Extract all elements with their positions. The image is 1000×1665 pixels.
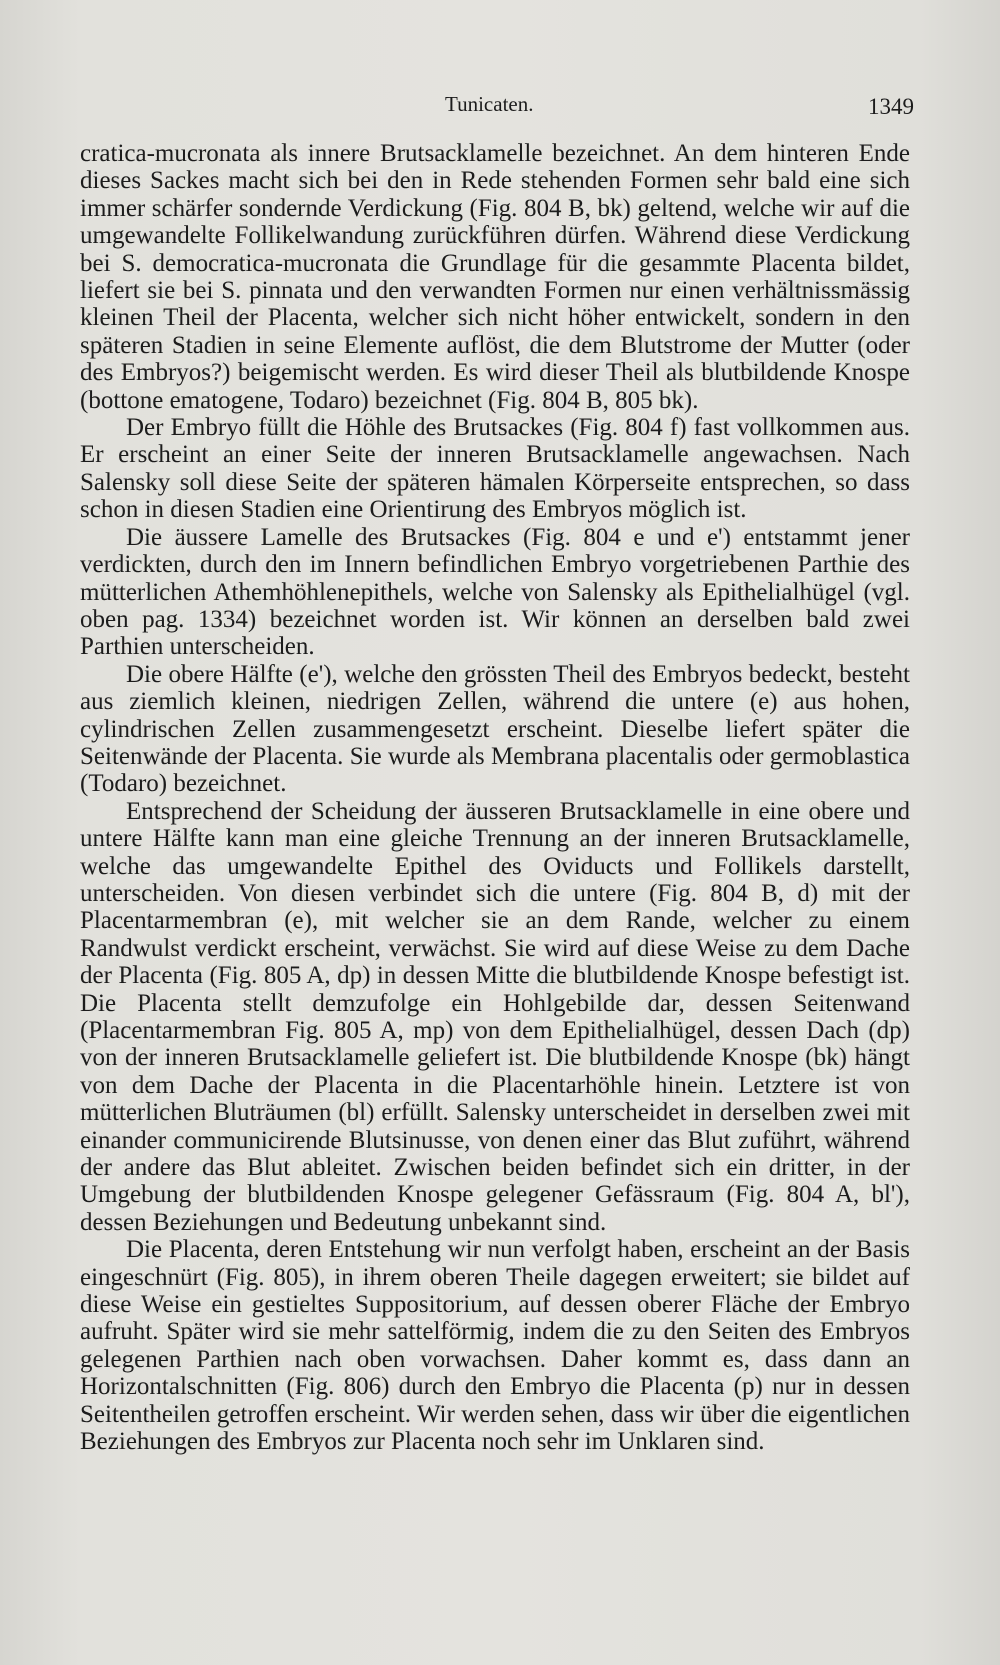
paragraph: Die äussere Lamelle des Brutsackes (Fig. 804 e und e') entstammt jener verdickten, durch den im Innern befindlichen Embryo vorgetriebenen Parthie des mütterlichen Athemhöhlenepithels, welche von Salensky als Epithelialhügel (vgl. oben pag. 1334) bezeichnet worden ist. Wir können an derselben bald zwei Parthien unterscheiden. [80, 523, 910, 661]
running-title: Tunicaten. [445, 92, 534, 116]
page-number: 1349 [868, 94, 914, 119]
paragraph: Die Placenta, deren Entstehung wir nun verfolgt haben, erscheint an der Basis eingeschnürt (Fig. 805), in ihrem oberen Theile dagegen erweitert; sie bildet auf diese Weise ein gestieltes Suppositorium, auf dessen oberer Fläche der Embryo aufruht. Später wird sie mehr sattelförmig, indem die zu den Seiten des Embryos gelegenen Parthien nach oben vorwachsen. Daher kommt es, dass dann an Horizontalschnitten (Fig. 806) durch den Embryo die Placenta (p) nur in dessen Seitentheilen getroffen erscheint. Wir werden sehen, dass wir über die eigentlichen Beziehungen des Embryos zur Placenta noch sehr im Unklaren sind. [80, 1236, 910, 1456]
paragraph: Der Embryo füllt die Höhle des Brutsackes (Fig. 804 f) fast vollkommen aus. Er erscheint an einer Seite der inneren Brutsacklamelle angewachsen. Nach Salensky soll diese Seite der späteren hämalen Körperseite entsprechen, so dass schon in diesen Stadien eine Orientirung des Embryos möglich ist. [80, 414, 910, 524]
paragraph: Die obere Hälfte (e'), welche den grössten Theil des Embryos bedeckt, besteht aus ziemlich kleinen, niedrigen Zellen, während die untere (e) aus hohen, cylindrischen Zellen zusammengesetzt erscheint. Dieselbe liefert später die Seitenwände der Placenta. Sie wurde als Membrana placentalis oder germoblastica (Todaro) bezeichnet. [80, 660, 910, 798]
paragraph: cratica-mucronata als innere Brutsacklamelle bezeichnet. An dem hinteren Ende dieses Sackes macht sich bei den in Rede stehenden Formen sehr bald eine sich immer schärfer sondernde Verdickung (Fig. 804 B, bk) geltend, welche wir auf die umgewandelte Follikelwandung zurückführen dürfen. Während diese Verdickung bei S. democratica-mucronata die Grundlage für die gesammte Placenta bildet, liefert sie bei S. pinnata und den verwandten Formen nur einen verhältnissmässig kleinen Theil der Placenta, welcher sich nicht höher entwickelt, sondern in den späteren Stadien in seine Elemente auflöst, die dem Blutstrome der Mutter (oder des Embryos?) beigemischt werden. Es wird dieser Theil als blutbildende Knospe (bottone ematogene, Todaro) bezeichnet (Fig. 804 B, 805 bk). [80, 140, 910, 414]
paragraph: Entsprechend der Scheidung der äusseren Brutsacklamelle in eine obere und untere Hälfte kann man eine gleiche Trennung an der inneren Brutsacklamelle, welche das umgewandelte Epithel des Oviducts und Follikels darstellt, unterscheiden. Von diesen verbindet sich die untere (Fig. 804 B, d) mit der Placentarmembran (e), mit welcher sie an dem Rande, welcher zu einem Randwulst verdickt erscheint, verwächst. Sie wird auf diese Weise zu dem Dache der Placenta (Fig. 805 A, dp) in dessen Mitte die blutbildende Knospe befestigt ist. Die Placenta stellt demzufolge ein Hohlgebilde dar, dessen Seitenwand (Placentarmembran Fig. 805 A, mp) von dem Epithelialhügel, dessen Dach (dp) von der inneren Brutsacklamelle geliefert ist. Die blutbildende Knospe (bk) hängt von dem Dache der Placenta in die Placentarhöhle hinein. Letztere ist von mütterlichen Bluträumen (bl) erfüllt. Salensky unterscheidet in derselben zwei mit einander communicirende Blutsinusse, von denen einer das Blut zuführt, während der andere das Blut ableitet. Zwischen beiden befindet sich ein dritter, in der Umgebung der blutbildenden Knospe gelegener Gefässraum (Fig. 804 A, bl'), dessen Beziehungen und Bedeutung unbekannt sind. [80, 797, 910, 1236]
running-head [0, 92, 1000, 122]
body-text [80, 140, 910, 1456]
